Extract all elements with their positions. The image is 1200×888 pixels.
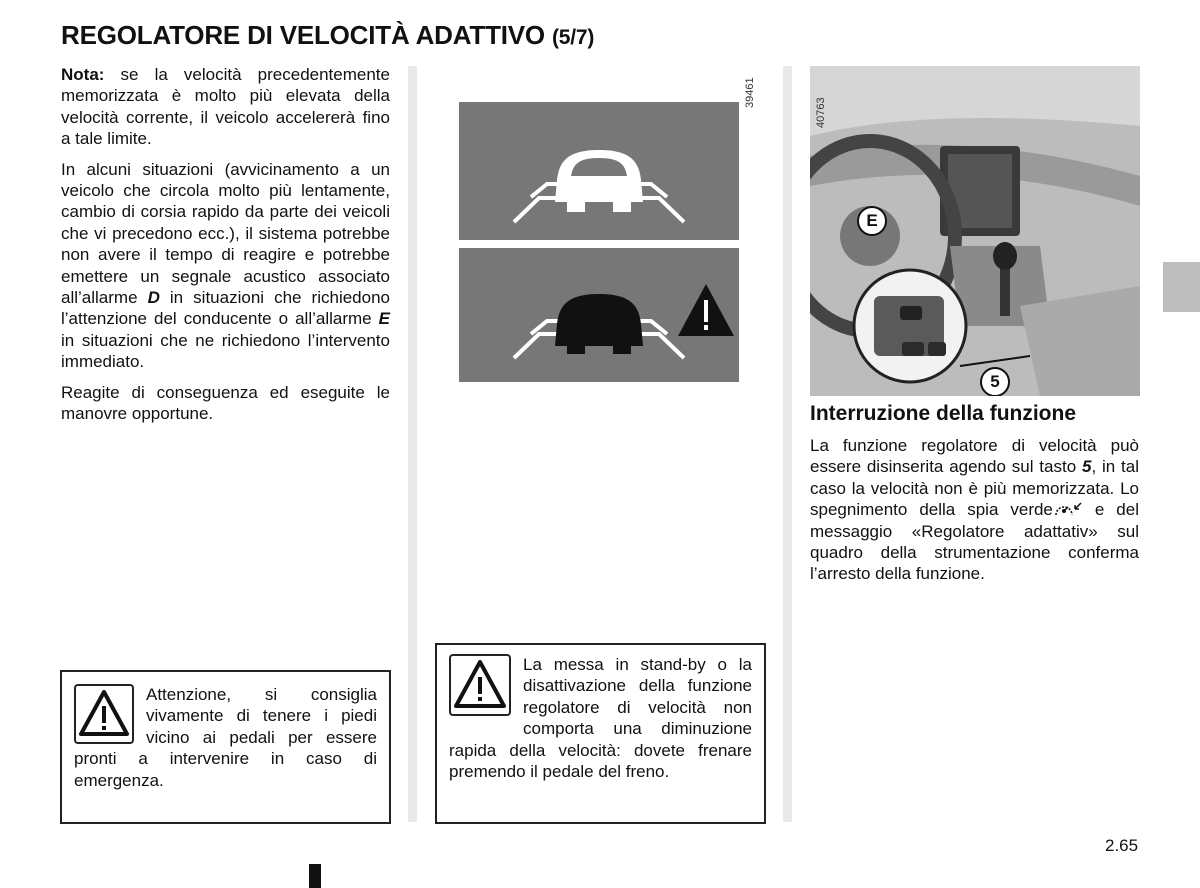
crop-mark [309,864,321,888]
react-paragraph: Reagite di conseguenza ed eseguite le manovre opportune. [61,382,390,424]
dashboard-photo [810,66,1140,396]
warning-triangle-icon [74,684,134,744]
column-divider-1 [408,66,417,822]
title-text: REGOLATORE DI VELOCITÀ ADATTIVO [61,20,545,50]
alarm-d-ref: D [147,288,160,308]
warning-box-2 [435,643,766,824]
callout-e: E [857,206,887,236]
note-label: Nota: [61,65,105,84]
section-title: Interruzione della funzione [810,402,1077,425]
situations-paragraph [61,159,390,373]
page-number: 2.65 [1105,836,1139,855]
car-alert-icon [459,248,739,382]
page-title [61,20,594,51]
car-ahead-icon [459,102,739,240]
situations-text-c: in situazioni che ne richiedono l’intervento immediato. [61,330,390,372]
column-divider-2 [783,66,792,822]
figure-id-40763: 40763 [815,97,827,128]
warning-text-1: Attenzione, si consiglia vivamente di tenere i piedi vicino ai pedali per essere pronti a intervenire in caso di emergenza. [74,685,377,790]
title-page-ref: (5/7) [552,26,595,49]
column-1-text [61,64,390,434]
callout-5: 5 [980,367,1010,396]
interrupt-text-b: , in tal caso la velocità non è più memorizzata. Lo spegnimento della spia verde [810,457,1139,520]
figure-id-39461: 39461 [744,77,756,108]
situations-text-a: In alcuni situazioni (avvicinamento a un veicolo che circola molto più lentamente, cambio di corsia rapido da parte dei veicoli che vi precedono ecc.), il sistema potrebbe non avere il tempo di reagire e potrebbe emettere un segnale acustico associato all’allarme [61,159,390,308]
interrupt-text-a: La funzione regolatore di velocità può essere disinserita agendo sul tasto [810,436,1139,477]
warning-box-1 [60,670,391,824]
interrupt-paragraph [810,435,1139,585]
note-text: se la velocità precedentemente memorizzata è molto più elevata della velocità corrente, il veicolo accelererà fino a tale limite. [61,65,390,149]
column-3-text [810,435,1139,594]
button-5-ref: 5 [1081,457,1092,477]
cruise-indicator-icon [1053,500,1083,518]
chapter-tab [1163,262,1200,312]
interrupt-text-c: e del messaggio «Regolatore adattativ» sul quadro della strumentazione conferma l’arresto della funzione. [810,500,1139,584]
warning-triangle-icon [449,654,511,716]
alarm-e-ref: E [378,309,390,329]
note-paragraph [61,64,390,150]
warning-text-2: La messa in stand-by o la disattivazione della funzione regolatore di velocità non comporta una diminuzione rapida della velocità: dovete frenare premendo il pedale del freno. [449,655,752,782]
distance-display-panel [459,102,739,240]
situations-text-b: in situazioni che richiedono l’attenzione del conducente o all’allarme [61,288,390,329]
collision-alert-panel [459,248,739,382]
